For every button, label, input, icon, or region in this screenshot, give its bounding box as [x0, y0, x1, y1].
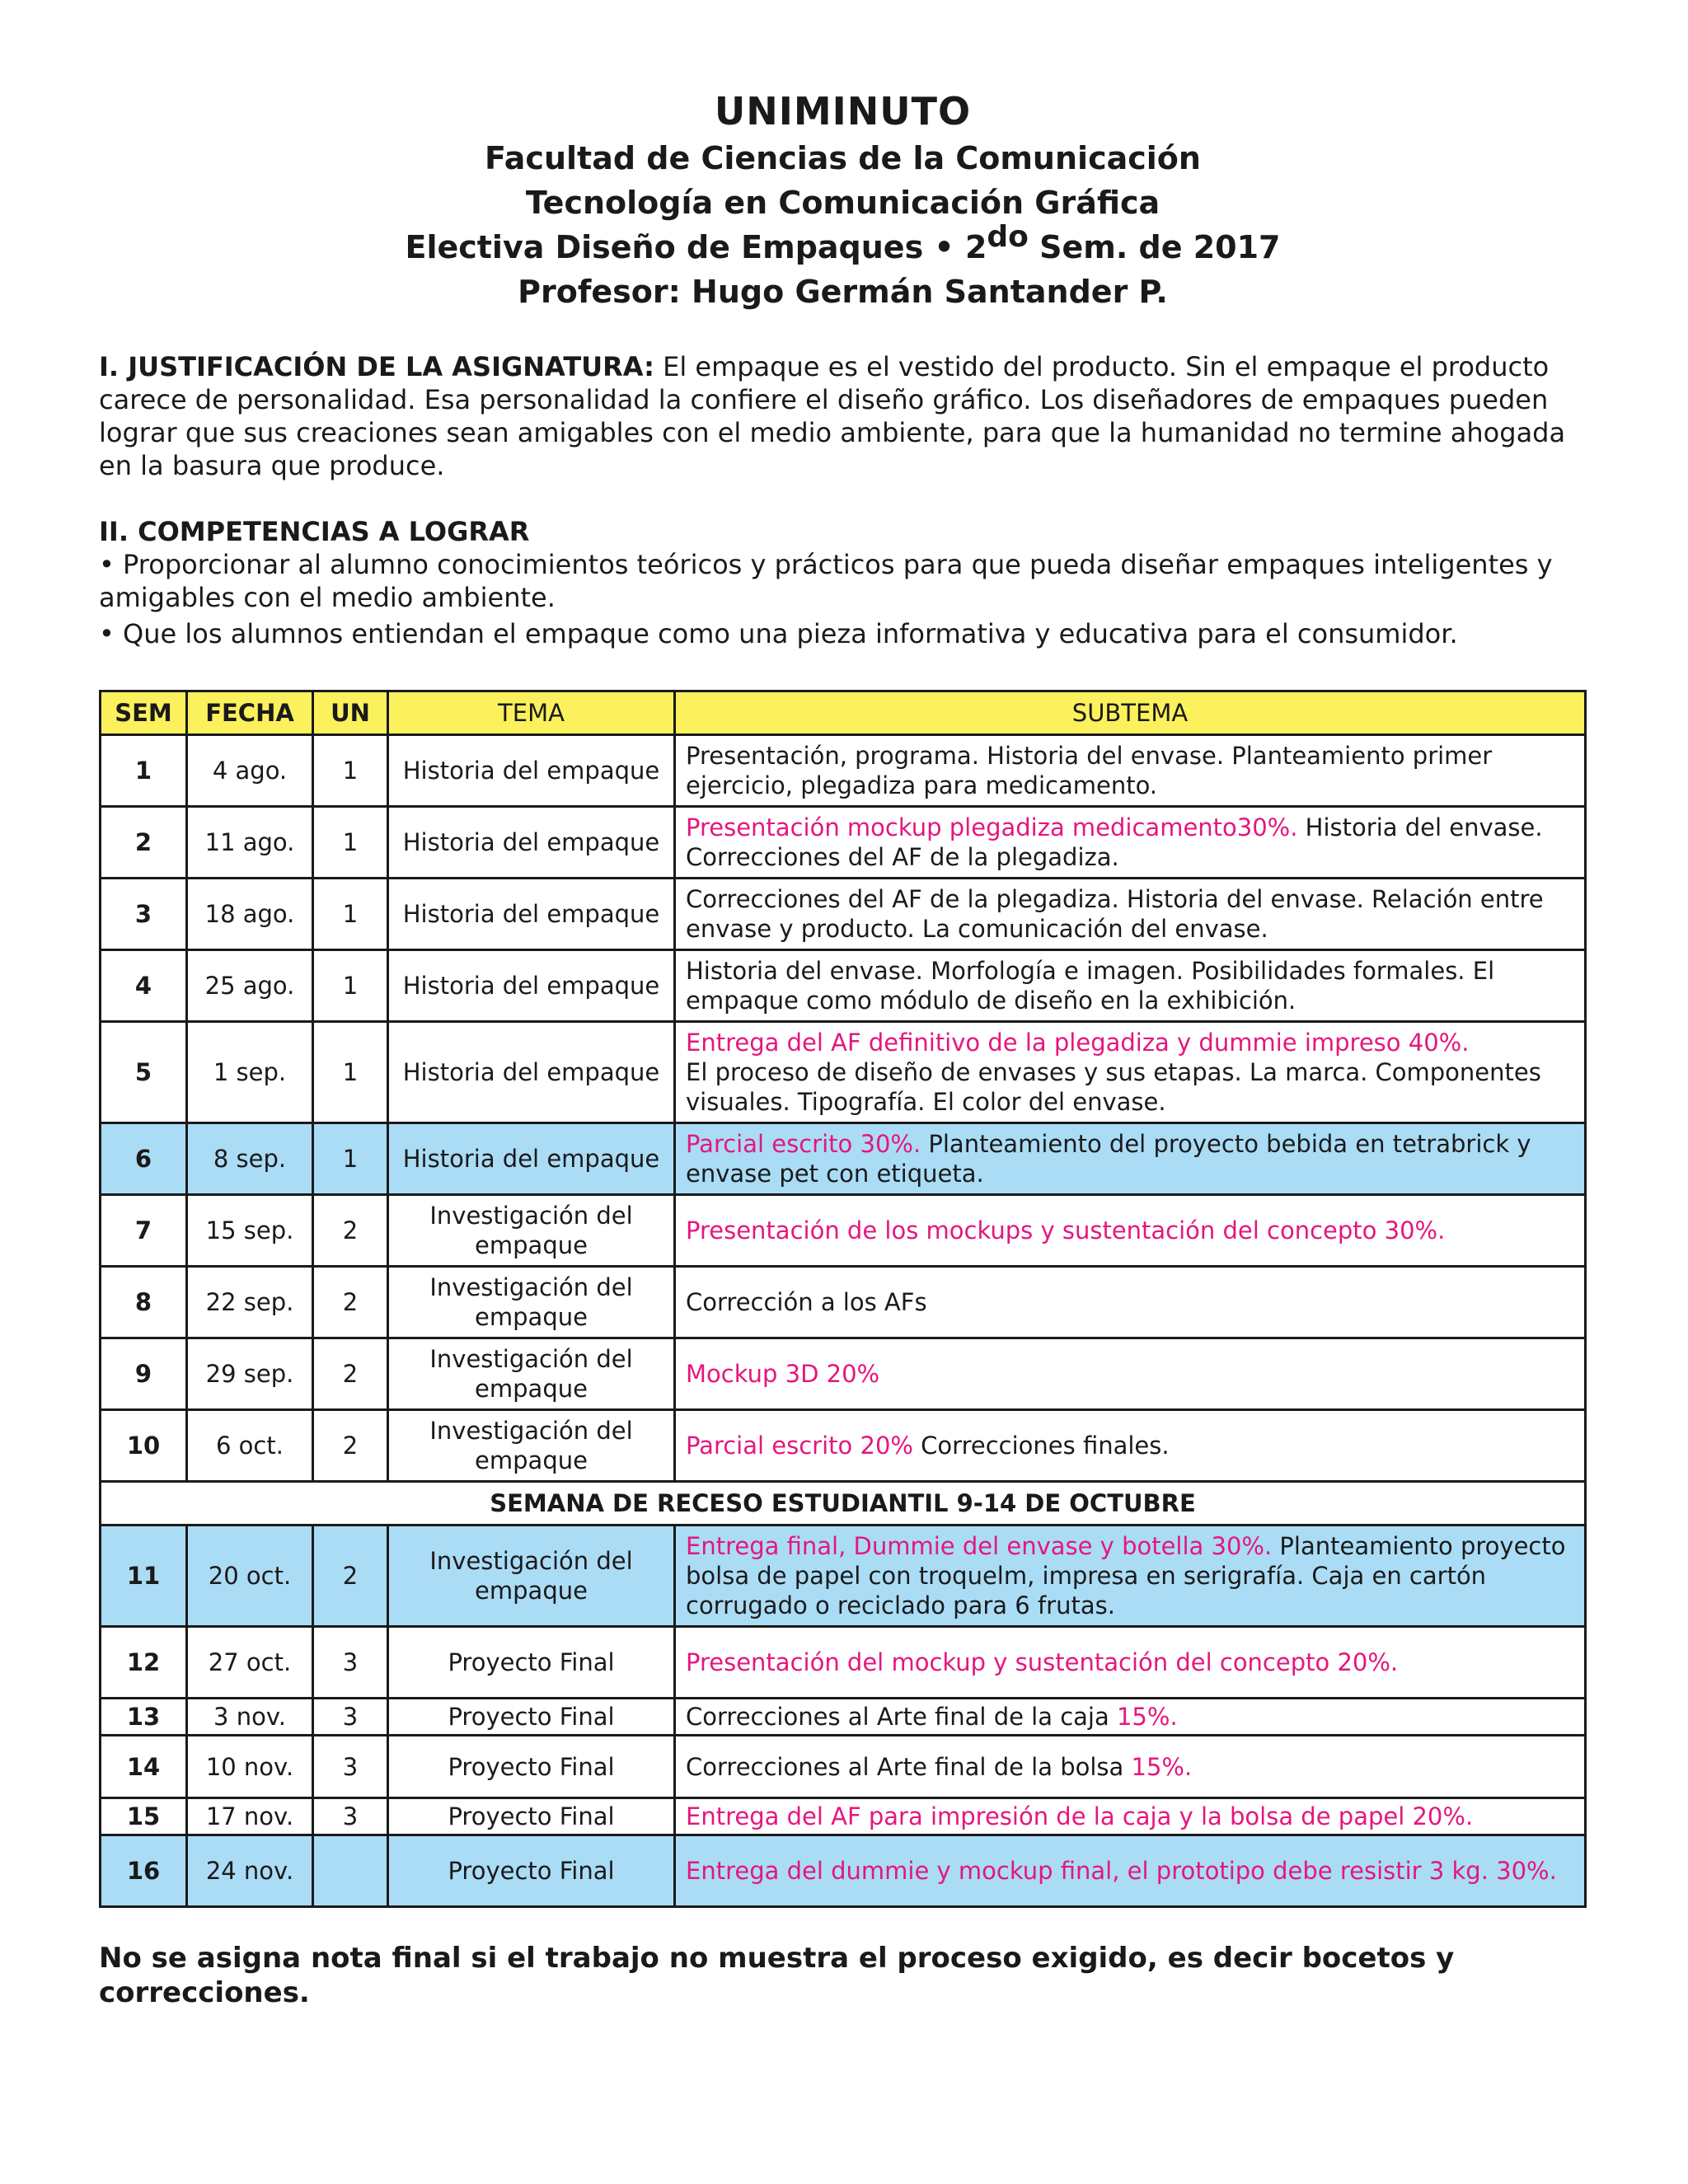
cell-tema: Investigación del empaque: [388, 1338, 675, 1410]
subtema-text: Correcciones finales.: [912, 1432, 1170, 1460]
justification-section: [99, 350, 1587, 482]
table-row: [101, 1410, 1586, 1482]
cell-subtema: [675, 1627, 1586, 1699]
subtema-text: Correcciones al Arte final de la bolsa: [686, 1752, 1132, 1781]
schedule-header-row: [101, 691, 1586, 735]
table-row: [101, 1022, 1586, 1123]
table-row: [101, 1627, 1586, 1699]
table-row: [101, 807, 1586, 879]
subtema-highlight: Entrega del dummie y mockup final, el prototipo debe resistir 3 kg. 30%.: [686, 1857, 1557, 1885]
cell-tema: Historia del empaque: [388, 1022, 675, 1123]
cell-un: 1: [313, 735, 388, 807]
subtema-highlight: Entrega del AF definitivo de la plegadiza y dummie impreso 40%.: [686, 1029, 1470, 1057]
cell-tema: Historia del empaque: [388, 807, 675, 879]
table-row: [101, 950, 1586, 1022]
competency-bullet-2: • Que los alumnos entiendan el empaque como una pieza informativa y educativa para el consumidor.: [99, 618, 1458, 649]
cell-fecha: 4 ago.: [187, 735, 313, 807]
subtema-text: Planteamiento proyecto bolsa de papel con troquelm, impresa en serigrafía. Caja en cartón corrugado o reciclado para 6 frutas.: [686, 1532, 1566, 1619]
subtema-highlight: Entrega del AF para impresión de la caja y la bolsa de papel 20%.: [686, 1802, 1474, 1830]
competency-bullet-1: • Proporcionar al alumno conocimientos teóricos y prácticos para que pueda diseñar empaques inteligentes y amigables con el medio ambiente.: [99, 549, 1553, 613]
table-row: [101, 1195, 1586, 1267]
table-row: [101, 1123, 1586, 1195]
subtema-highlight: Presentación mockup plegadiza medicamento30%.: [686, 813, 1298, 841]
table-row: [101, 1798, 1586, 1835]
table-row: [101, 1736, 1586, 1798]
cell-sem: 4: [101, 950, 187, 1022]
table-row: [101, 1526, 1586, 1627]
cell-subtema: [675, 1410, 1586, 1482]
subtema-highlight: Entrega final, Dummie del envase y botella 30%.: [686, 1532, 1273, 1560]
course-sup: do: [987, 220, 1029, 254]
cell-fecha: 15 sep.: [187, 1195, 313, 1267]
cell-un: 2: [313, 1526, 388, 1627]
subtema-text: Corrección a los AFs: [686, 1288, 927, 1316]
header-subtema: SUBTEMA: [675, 691, 1586, 735]
course-title: [99, 220, 1587, 269]
cell-fecha: 18 ago.: [187, 879, 313, 950]
cell-sem: 7: [101, 1195, 187, 1267]
cell-sem: 1: [101, 735, 187, 807]
recess-label: SEMANA DE RECESO ESTUDIANTIL 9-14 DE OCTUBRE: [101, 1482, 1586, 1526]
cell-sem: 16: [101, 1835, 187, 1907]
cell-fecha: 1 sep.: [187, 1022, 313, 1123]
cell-fecha: 10 nov.: [187, 1736, 313, 1798]
table-row: [101, 1338, 1586, 1410]
cell-sem: 8: [101, 1267, 187, 1338]
cell-un: 3: [313, 1798, 388, 1835]
justification-body: El empaque es el vestido del producto. Sin el empaque el producto carece de personalidad. Esa personalidad la confiere el diseño gráfico. Los diseñadores de empaques pueden lograr que sus creaciones sean amigables con el medio ambiente, para que la humanidad no termine ahogada en la basura que produce.: [99, 351, 1566, 481]
cell-tema: Historia del empaque: [388, 735, 675, 807]
cell-tema: Investigación del empaque: [388, 1267, 675, 1338]
subtema-text: Correcciones al Arte final de la caja: [686, 1703, 1117, 1731]
header-fecha: FECHA: [187, 691, 313, 735]
cell-subtema: [675, 1123, 1586, 1195]
course-suffix: Sem. de 2017: [1028, 229, 1281, 265]
cell-fecha: 20 oct.: [187, 1526, 313, 1627]
cell-subtema: [675, 1736, 1586, 1798]
cell-subtema: [675, 1022, 1586, 1123]
cell-tema: Proyecto Final: [388, 1835, 675, 1907]
cell-tema: Proyecto Final: [388, 1699, 675, 1736]
justification-title: I. JUSTIFICACIÓN DE LA ASIGNATURA:: [99, 351, 654, 382]
subtema-highlight: Mockup 3D 20%: [686, 1360, 880, 1388]
subtema-text: Presentación, programa. Historia del envase. Planteamiento primer ejercicio, plegadiza para medicamento.: [686, 742, 1493, 799]
cell-sem: 11: [101, 1526, 187, 1627]
cell-un: 3: [313, 1627, 388, 1699]
cell-fecha: 11 ago.: [187, 807, 313, 879]
cell-subtema: [675, 735, 1586, 807]
table-row: [101, 1267, 1586, 1338]
cell-sem: 3: [101, 879, 187, 950]
cell-sem: 14: [101, 1736, 187, 1798]
subtema-text: El proceso de diseño de envases y sus etapas. La marca. Componentes visuales. Tipografía. El color del envase.: [686, 1058, 1541, 1116]
cell-tema: Investigación del empaque: [388, 1195, 675, 1267]
cell-subtema: [675, 1195, 1586, 1267]
cell-un: 1: [313, 950, 388, 1022]
cell-fecha: 25 ago.: [187, 950, 313, 1022]
cell-fecha: 29 sep.: [187, 1338, 313, 1410]
header-tema: TEMA: [388, 691, 675, 735]
table-row: [101, 879, 1586, 950]
subtema-highlight: 15%.: [1116, 1703, 1178, 1731]
competencies-section: [99, 515, 1587, 650]
cell-subtema: [675, 807, 1586, 879]
subtema-highlight: Parcial escrito 30%.: [686, 1130, 921, 1158]
competencies-title: II. COMPETENCIAS A LOGRAR: [99, 516, 530, 547]
subtema-text: Historia del envase. Morfología e imagen. Posibilidades formales. El empaque como módulo de diseño en la exhibición.: [686, 957, 1495, 1015]
subtema-highlight: 15%.: [1131, 1752, 1193, 1781]
cell-sem: 15: [101, 1798, 187, 1835]
cell-un: [313, 1835, 388, 1907]
cell-tema: Historia del empaque: [388, 950, 675, 1022]
subtema-text: Historia del envase. Correcciones del AF de la plegadiza.: [686, 813, 1543, 871]
cell-tema: Investigación del empaque: [388, 1410, 675, 1482]
cell-subtema: [675, 1798, 1586, 1835]
cell-sem: 9: [101, 1338, 187, 1410]
recess-row: [101, 1482, 1586, 1526]
cell-subtema: [675, 1835, 1586, 1907]
course-prefix: Electiva Diseño de Empaques • 2: [405, 229, 987, 265]
cell-tema: Proyecto Final: [388, 1798, 675, 1835]
cell-un: 1: [313, 807, 388, 879]
cell-fecha: 3 nov.: [187, 1699, 313, 1736]
document-header: [99, 87, 1587, 314]
cell-tema: Historia del empaque: [388, 1123, 675, 1195]
institution-title: UNIMINUTO: [714, 89, 972, 134]
cell-sem: 10: [101, 1410, 187, 1482]
footer-note: No se asigna nota final si el trabajo no muestra el proceso exigido, es decir bocetos y correcciones.: [99, 1942, 1455, 2009]
cell-sem: 12: [101, 1627, 187, 1699]
cell-un: 2: [313, 1410, 388, 1482]
cell-un: 1: [313, 879, 388, 950]
cell-un: 1: [313, 1022, 388, 1123]
table-row: [101, 1835, 1586, 1907]
cell-tema: Proyecto Final: [388, 1736, 675, 1798]
cell-sem: 5: [101, 1022, 187, 1123]
cell-fecha: 22 sep.: [187, 1267, 313, 1338]
subtema-text: Correcciones del AF de la plegadiza. Historia del envase. Relación entre envase y producto. La comunicación del envase.: [686, 885, 1544, 943]
cell-fecha: 24 nov.: [187, 1835, 313, 1907]
document-page: [99, 87, 1587, 2010]
cell-sem: 6: [101, 1123, 187, 1195]
subtema-highlight: Parcial escrito 20%: [686, 1432, 913, 1460]
cell-sem: 13: [101, 1699, 187, 1736]
cell-un: 3: [313, 1736, 388, 1798]
cell-subtema: [675, 1338, 1586, 1410]
table-row: [101, 1699, 1586, 1736]
subtema-highlight: Presentación del mockup y sustentación del concepto 20%.: [686, 1648, 1399, 1676]
professor-line: Profesor: Hugo Germán Santander P.: [518, 274, 1168, 310]
header-sem: SEM: [101, 691, 187, 735]
header-un: UN: [313, 691, 388, 735]
table-row: [101, 735, 1586, 807]
cell-un: 1: [313, 1123, 388, 1195]
subtema-text: Planteamiento del proyecto bebida en tetrabrick y envase pet con etiqueta.: [686, 1130, 1531, 1188]
cell-un: 2: [313, 1338, 388, 1410]
schedule-table: [99, 690, 1587, 1908]
cell-subtema: [675, 879, 1586, 950]
cell-un: 3: [313, 1699, 388, 1736]
cell-tema: Investigación del empaque: [388, 1526, 675, 1627]
cell-tema: Proyecto Final: [388, 1627, 675, 1699]
cell-fecha: 27 oct.: [187, 1627, 313, 1699]
subtema-highlight: Presentación de los mockups y sustentación del concepto 30%.: [686, 1216, 1446, 1244]
cell-subtema: [675, 1699, 1586, 1736]
cell-fecha: 17 nov.: [187, 1798, 313, 1835]
cell-subtema: [675, 1267, 1586, 1338]
cell-fecha: 6 oct.: [187, 1410, 313, 1482]
cell-un: 2: [313, 1195, 388, 1267]
program-title: Tecnología en Comunicación Gráfica: [525, 185, 1160, 221]
cell-un: 2: [313, 1267, 388, 1338]
cell-subtema: [675, 950, 1586, 1022]
faculty-title: Facultad de Ciencias de la Comunicación: [485, 140, 1201, 176]
cell-subtema: [675, 1526, 1586, 1627]
cell-tema: Historia del empaque: [388, 879, 675, 950]
cell-sem: 2: [101, 807, 187, 879]
cell-fecha: 8 sep.: [187, 1123, 313, 1195]
